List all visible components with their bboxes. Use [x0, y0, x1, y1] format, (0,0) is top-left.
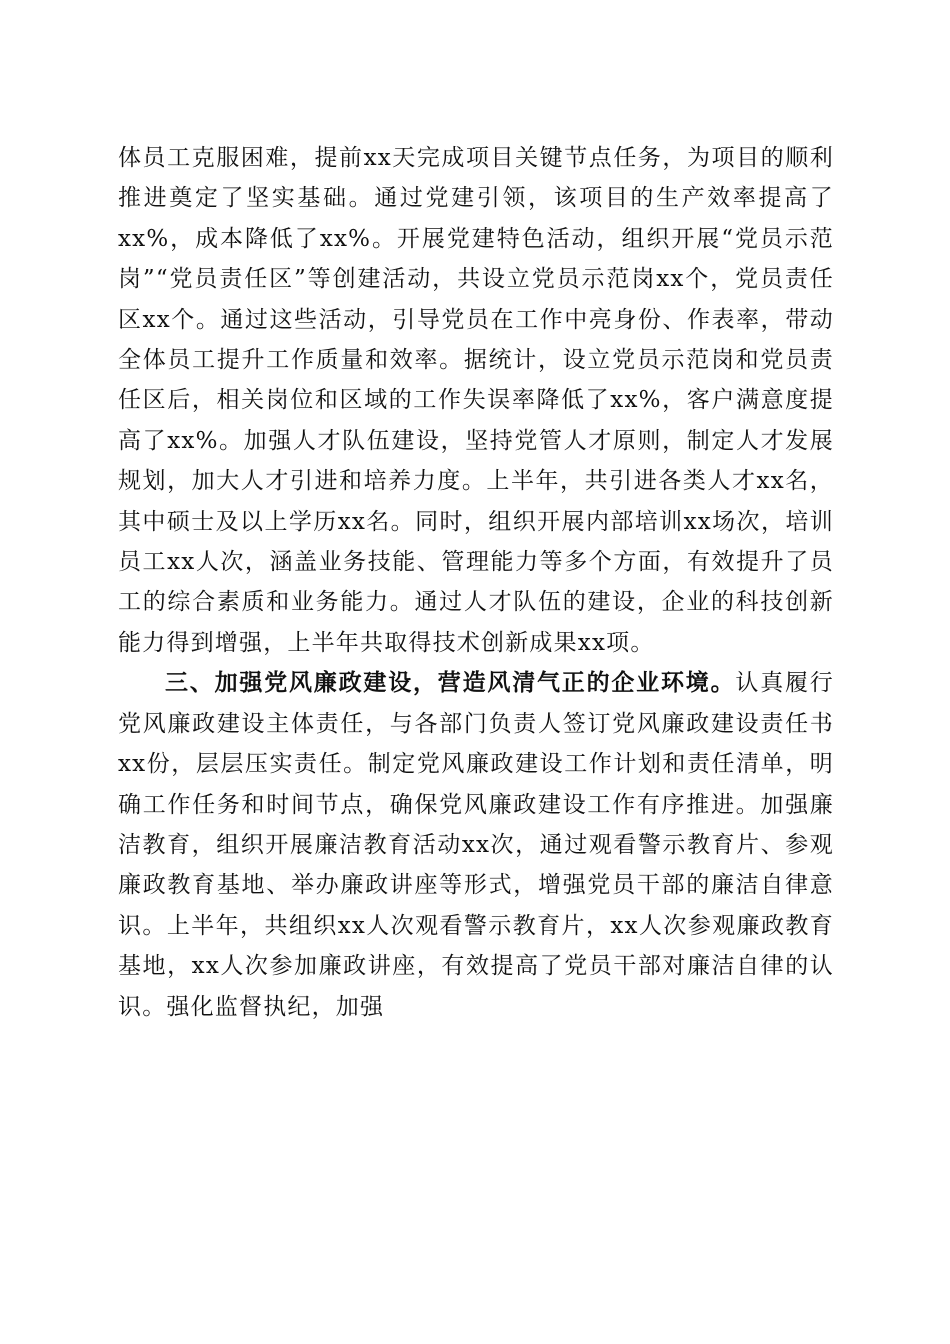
section-3-heading: 三、加强党风廉政建设，营造风清气正的企业环境。	[165, 670, 736, 697]
paragraph-continued: 体员工克服困难，提前xx天完成项目关键节点任务，为项目的顺利推进奠定了坚实基础。通过党建引领，该项目的生产效率提高了xx%，成本降低了xx%。开展党建特色活动，组织开展“党员示范岗”“党员责任区”等创建活动，共设立党员示范岗xx个，党员责任区xx个。通过这些活动，引导党员在工作中亮身份、作表率，带动全体员工提升工作质量和效率。据统计，设立党员示范岗和党员责任区后，相关岗位和区域的工作失误率降低了xx%，客户满意度提高了xx%。加强人才队伍建设，坚持党管人才原则，制定人才发展规划，加大人才引进和培养力度。上半年，共引进各类人才xx名，其中硕士及以上学历xx名。同时，组织开展内部培训xx场次，培训员工xx人次，涵盖业务技能、管理能力等多个方面，有效提升了员工的综合素质和业务能力。通过人才队伍的建设，企业的科技创新能力得到增强，上半年共取得技术创新成果xx项。	[118, 145, 834, 656]
section-3-body: 认真履行党风廉政建设主体责任，与各部门负责人签订党风廉政建设责任书xx份，层层压实责任。制定党风廉政建设工作计划和责任清单，明确工作任务和时间节点，确保党风廉政建设工作有序推进。加强廉洁教育，组织开展廉洁教育活动xx次，通过观看警示教育片、参观廉政教育基地、举办廉政讲座等形式，增强党员干部的廉洁自律意识。上半年，共组织xx人次观看警示教育片，xx人次参观廉政教育基地，xx人次参加廉政讲座，有效提高了党员干部对廉洁自律的认识。强化监督执纪，加强	[118, 670, 834, 1020]
document-body	[118, 138, 834, 1027]
section-3-paragraph	[118, 663, 834, 1027]
